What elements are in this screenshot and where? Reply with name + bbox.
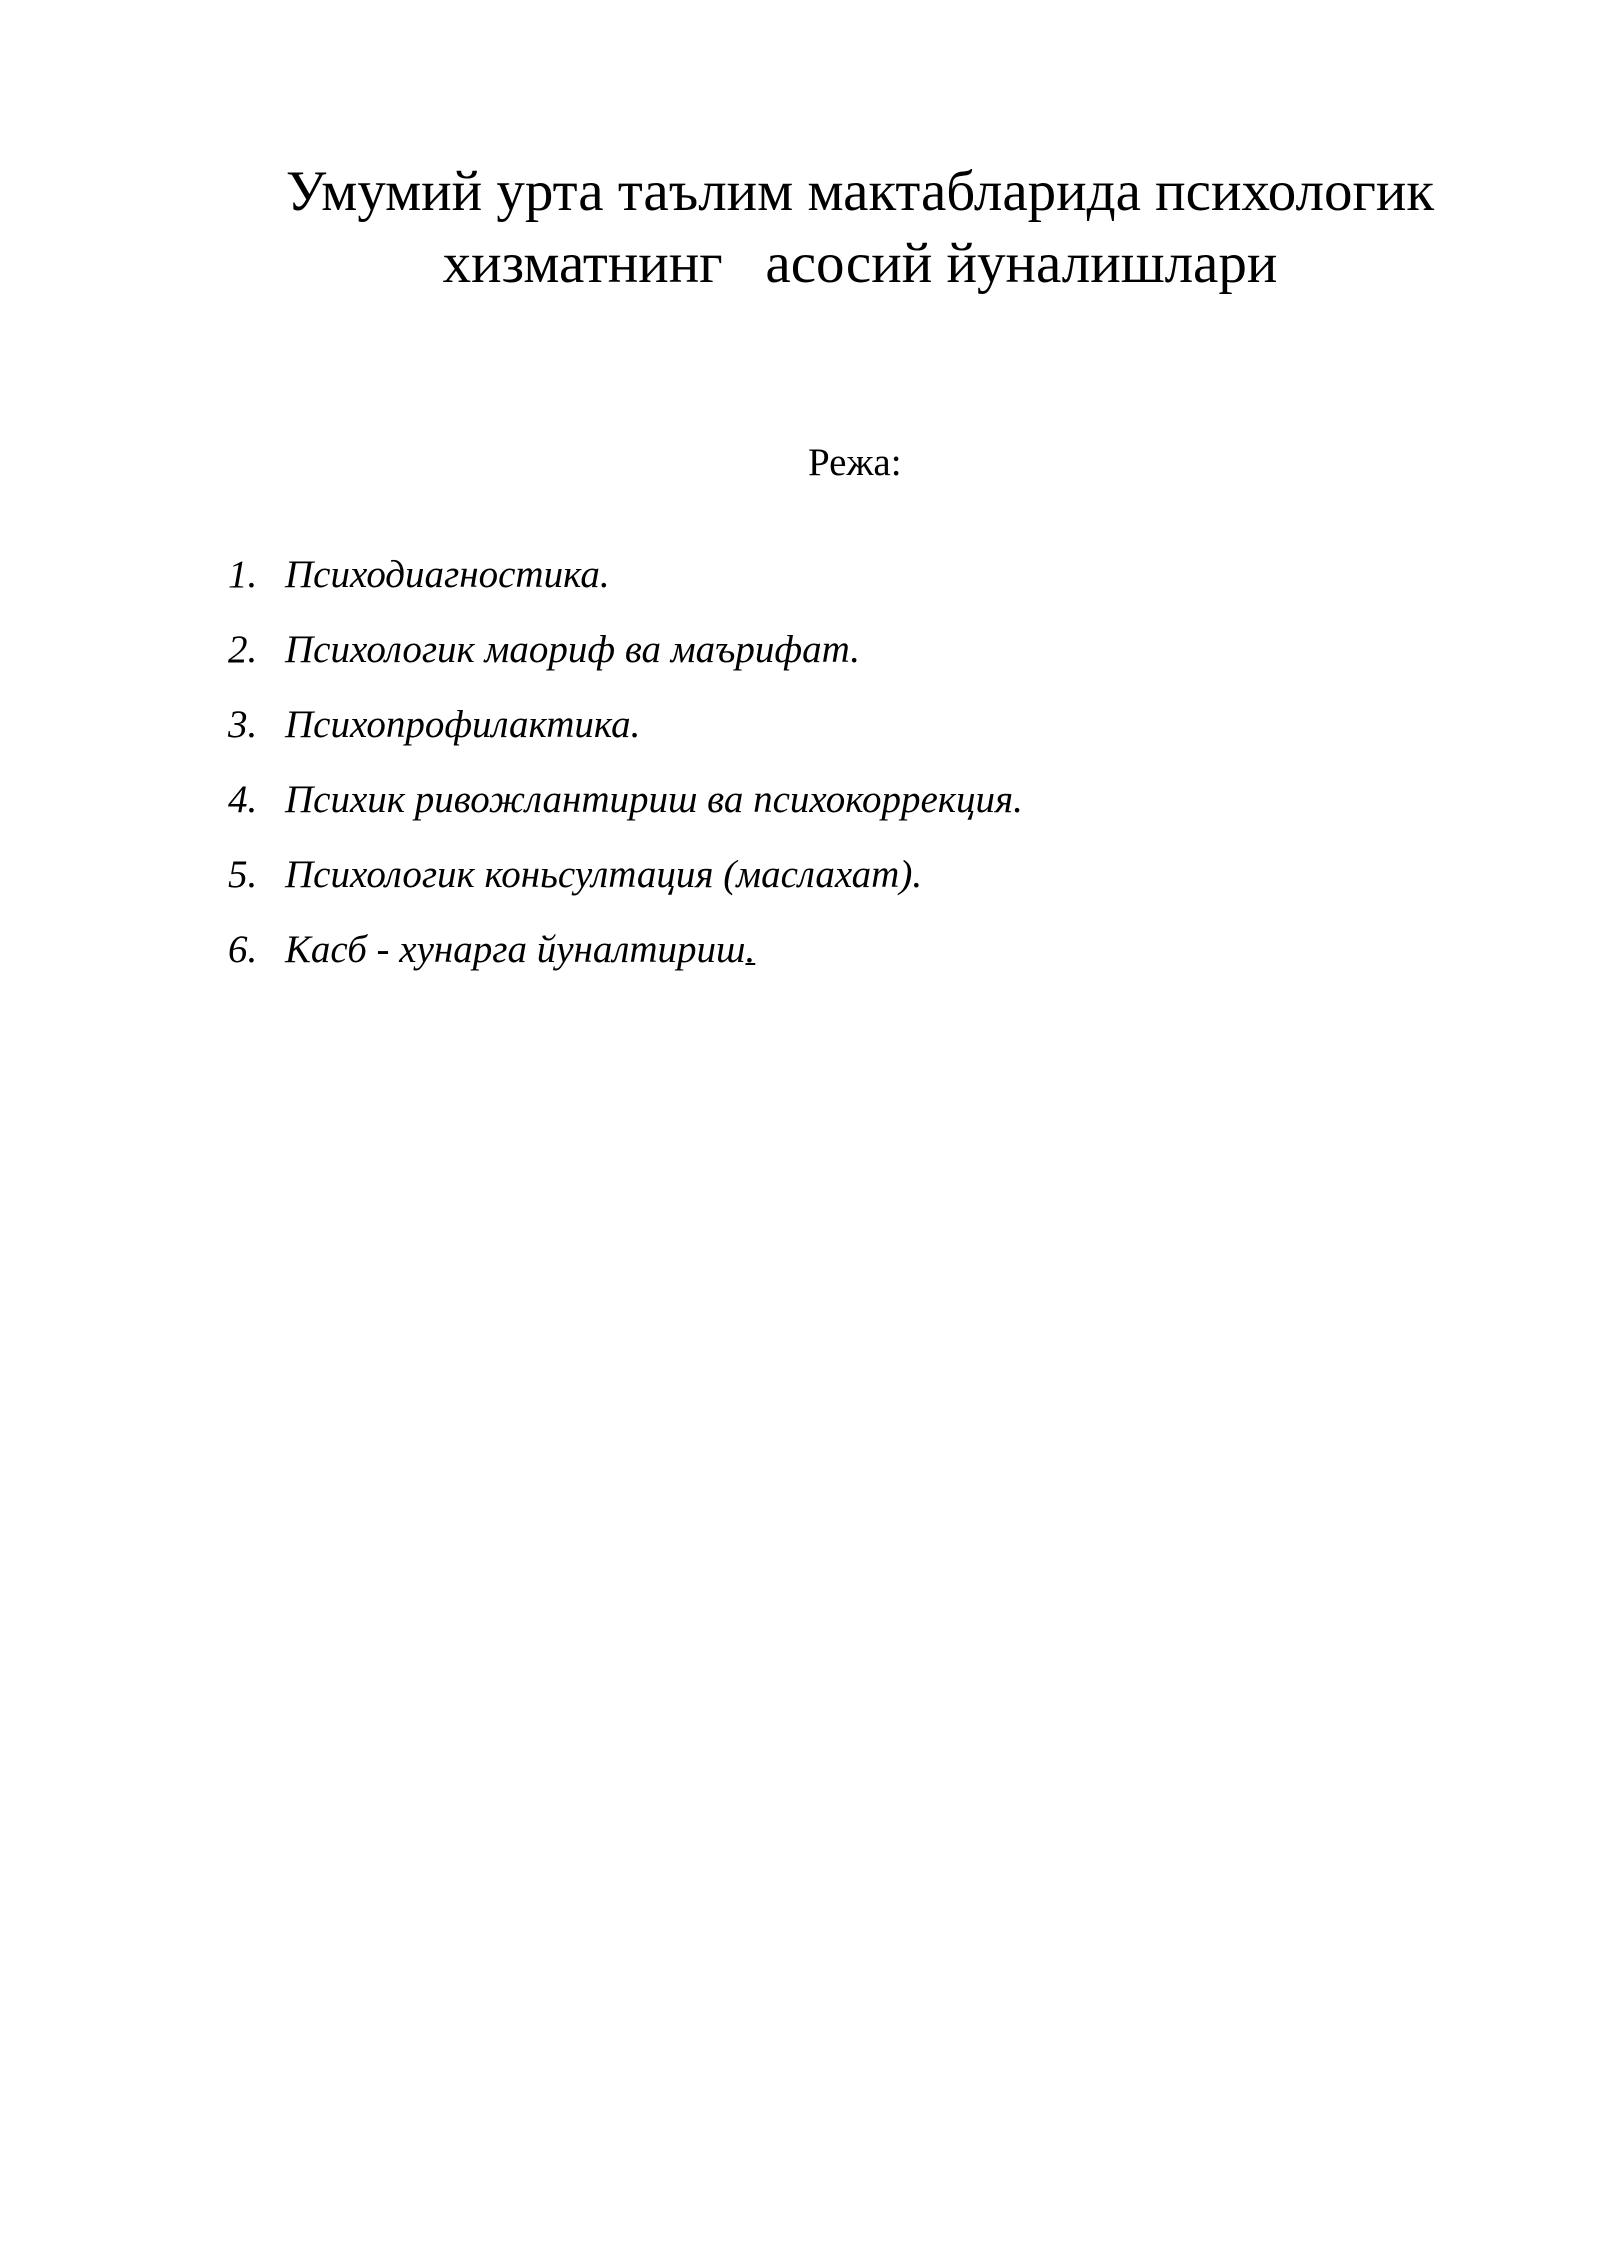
plan-item-text: Касб - хунарга йуналтириш [285,928,746,971]
document-title-line-2: хизматнинг асосий йуналишлари [442,232,1278,295]
document-title-line-1: Умумий урта таълим мактабларида психологик [285,160,1435,223]
plan-heading: Режа: [808,441,902,484]
plan-item-number: 5. [228,853,258,896]
plan-list [228,555,1023,1005]
plan-item-text: Психологик коньсултация (маслахат). [285,853,923,896]
plan-item-text: Психик ривожлантириш ва психокоррекция. [285,778,1023,821]
plan-item-number: 3. [228,703,258,746]
plan-item-number: 6. [228,928,258,971]
plan-item-6 [228,930,1023,1005]
plan-item-5 [228,855,1023,930]
plan-item-4 [228,780,1023,855]
plan-item-number: 2. [228,628,258,671]
plan-item-text: Психологик маориф ва маърифат. [285,628,860,671]
plan-item-number: 1. [228,553,258,596]
plan-item-text: Психопрофилактика. [285,703,641,746]
plan-item-trailing-period: . [745,928,756,971]
plan-item-3 [228,705,1023,780]
plan-item-text: Психодиагностика. [285,553,610,596]
plan-item-1 [228,555,1023,630]
plan-item-number: 4. [228,778,258,821]
plan-item-2 [228,630,1023,705]
